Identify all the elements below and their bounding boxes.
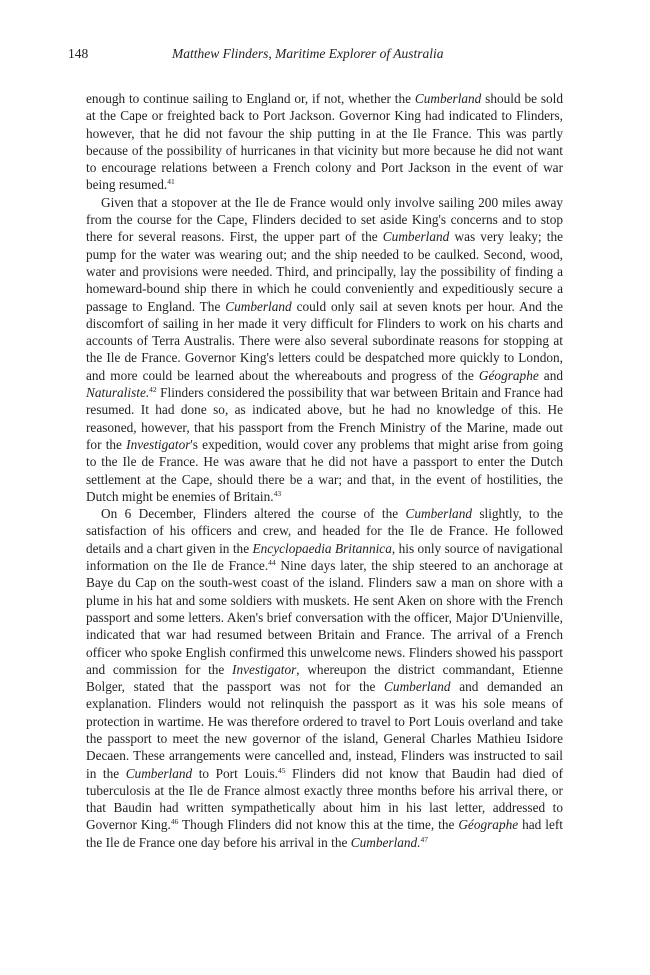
text-run: Given that a stopover at the Ile de France would only involve sailing 200 miles away from the course for the Cape, Flinders decided to set aside King's concerns and to stop there for several reasons. First, the upper part of the [86, 194, 563, 245]
italic-text: Naturaliste. [86, 385, 150, 401]
italic-text: Encyclopaedia Britannica [252, 540, 392, 556]
paragraph [86, 90, 563, 194]
footnote-ref: 44 [268, 558, 276, 568]
footnote-ref: 46 [170, 817, 179, 827]
text-run: 's expedition, would cover any problems that might arise from going to the Ile de France. He was aware that he did not have a passport to enter the Dutch settlement at the Cape, should there be a war; and that, in the event of hostilities, the Dutch might be enemies of Britain. [86, 436, 563, 504]
italic-text: Géographe [478, 367, 539, 383]
text-run: , whereupon the district commandant, Etienne Bolger, stated that the passport was not for the [86, 661, 563, 695]
italic-text: Cumberland [125, 765, 193, 781]
text-run: Though Flinders did not know this at the time, the [178, 817, 459, 833]
italic-text: Cumberland [225, 298, 292, 314]
text-run: enough to continue sailing to England or, if not, whether the [86, 91, 415, 106]
paragraph [86, 194, 563, 505]
italic-text: Géographe [458, 817, 519, 833]
footnote-ref: 47 [420, 834, 429, 844]
body-text [86, 90, 563, 851]
text-run: could only sail at seven knots per hour. And the discomfort of sailing in her made it very difficult for Flinders to work on his charts and accounts of Terra Australis. There were also several subordinate reasons for stopping at the Ile de France. Governor King's letters could be despatched more quickly to London, and more could be learned about the whereabouts and progress of the [86, 298, 563, 383]
italic-text: Cumberland [384, 679, 451, 695]
text-run: slightly, to the satisfaction of his officers and crew, and headed for the Ile de France. He followed details and a chart given in the [86, 506, 563, 556]
text-run: was very leaky; the pump for the water was wearing out; and the ship needed to be caulked. Second, wood, water and provisions were needed. Third, and principally, lay the possibility of finding a homeward-bound ship there in which he could conveniently and expeditiously secure a passage to England. The [86, 229, 563, 314]
text-run: On 6 December, Flinders altered the course of the [101, 506, 406, 522]
italic-text: Investigator [232, 661, 297, 677]
italic-text: Cumberland [414, 91, 482, 106]
text-run: had left the Ile de France one day before his arrival in the [86, 817, 563, 850]
italic-text: Cumberland [405, 506, 472, 522]
text-run: and [538, 367, 564, 383]
italic-text: Investigator [126, 436, 191, 452]
running-head: Matthew Flinders, Maritime Explorer of Australia [172, 46, 444, 61]
text-run: to Port Louis. [192, 765, 278, 781]
italic-text: Cumberland [382, 229, 450, 245]
text-run: and demanded an explanation. Flinders would not relinquish the passport as it was his sole means of protection in wartime. He was therefore ordered to travel to Port Louis overland and take the passport to meet the new governor of the island, General Charles Mathieu Isidore Decaen. These arrangements were cancelled and, instead, Flinders was instructed to sail in the [86, 679, 563, 781]
text-run: Flinders did not know that Baudin had died of tuberculosis at the Ile de France almost exactly three months before his arrival there, or that Baudin had written sympathetically about him in his last letter, addressed to Governor King. [86, 765, 563, 833]
italic-text: Cumberland. [350, 834, 421, 850]
paragraph [86, 505, 563, 851]
text-run: should be sold at the Cape or freighted back to Port Jackson. Governor King had indicated to Flinders, however, that he did not favour the ship putting in at the Ile France. This was partly because of the possibility of hurricanes in that vicinity but more because he did not want to encourage relations between a French colony and Port Jackson in the event of war being resumed. [86, 91, 563, 193]
text-run: Flinders considered the possibility that war between Britain and France had resumed. It had done so, as indicated above, but he had no knowledge of this. He reasoned, however, that his passport from the French Ministry of the Marine, made out for the [86, 385, 563, 452]
text-run: Nine days later, the ship steered to an anchorage at Baye du Cap on the south-west coast of the island. Flinders saw a man on shore with a plume in his hat and some soldiers with muskets. He sent Aken on shore with the French passport and some letters. Aken's brief conversation with the officer, Major D'Unienville, indicated that war had resumed between Britain and France. The arrival of a French officer who spoke English confirmed this unwelcome news. Flinders showed his passport and commission for the [86, 558, 563, 677]
page-header [68, 46, 568, 64]
footnote-ref: 42 [149, 385, 157, 395]
footnote-ref: 41 [167, 177, 175, 187]
page-number: 148 [68, 46, 89, 61]
footnote-ref: 43 [273, 488, 282, 498]
footnote-ref: 45 [277, 765, 286, 775]
text-run: , his only source of navigational information on the Ile de France. [86, 540, 563, 574]
